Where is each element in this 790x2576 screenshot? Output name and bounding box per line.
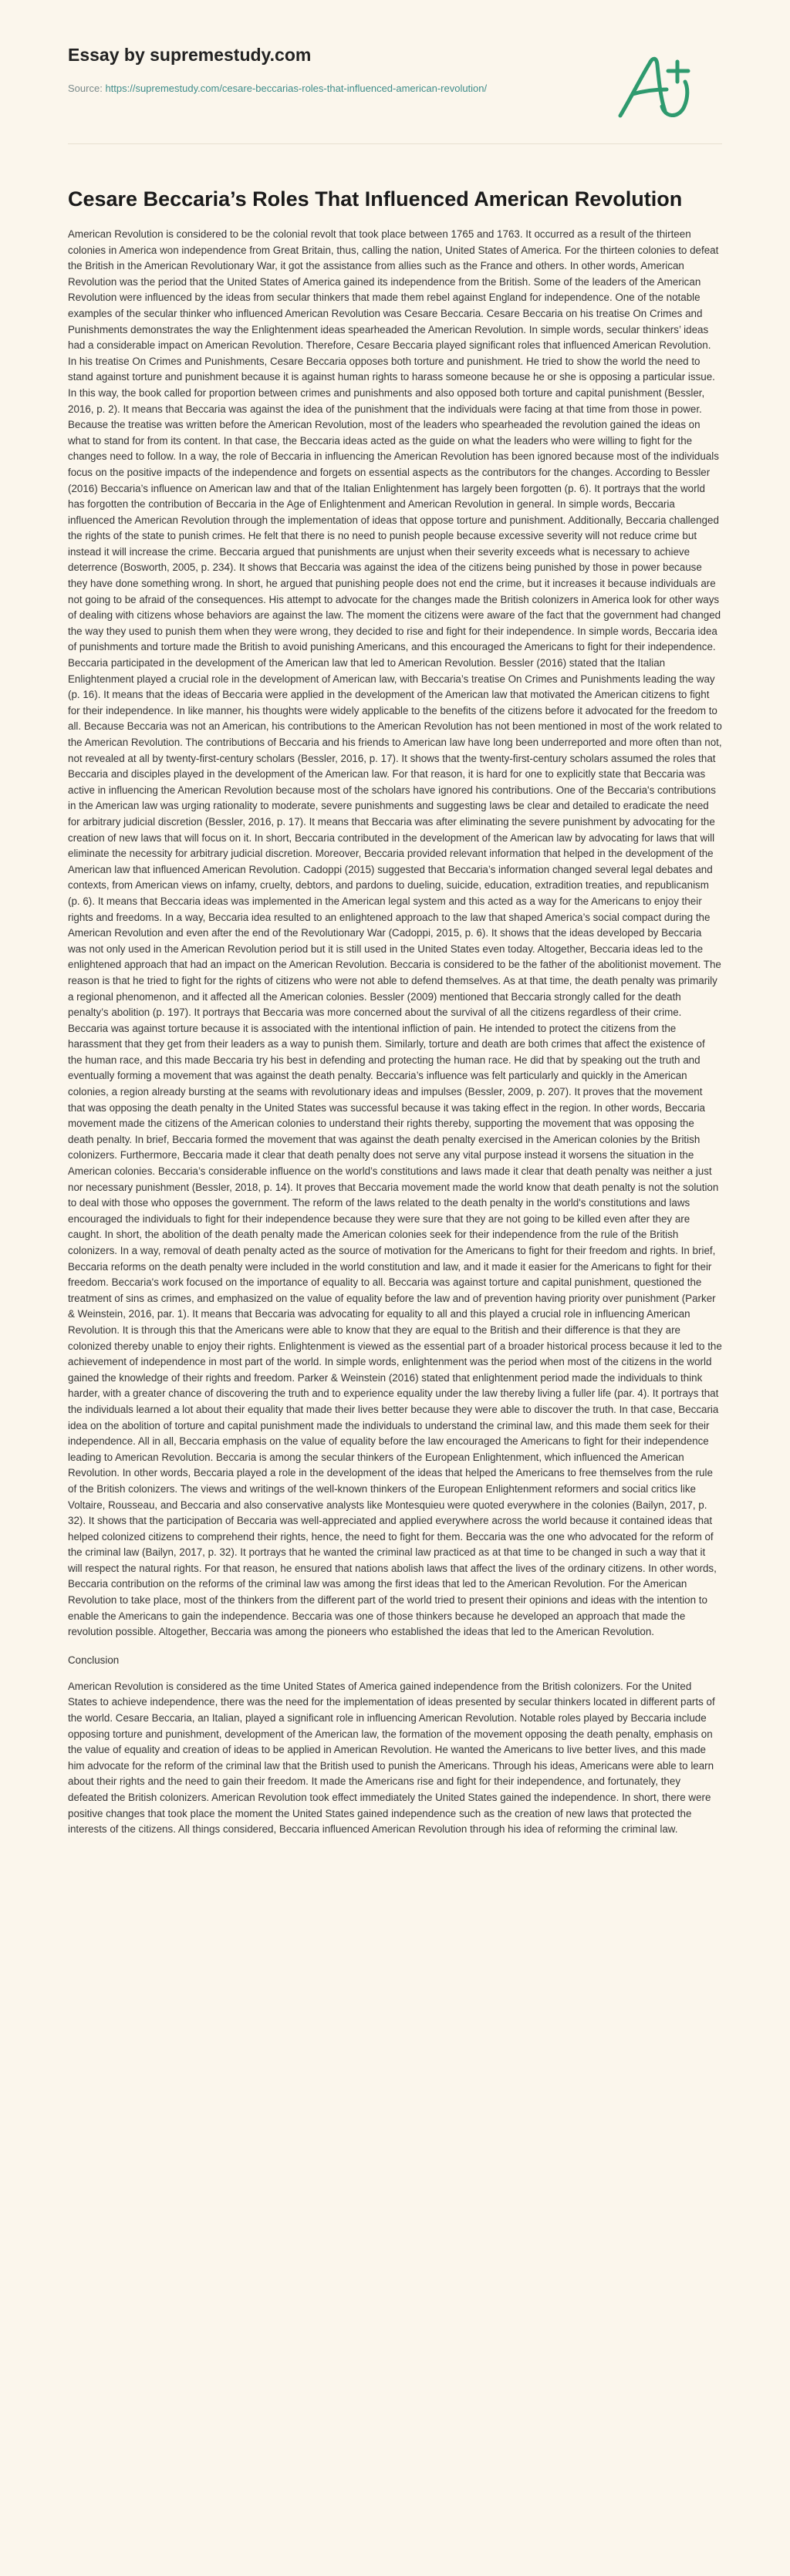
header [0,0,790,162]
source-label: Source: [68,83,103,94]
header-divider [68,143,722,144]
essay-body: American Revolution is considered to be the colonial revolt that took place between 1765 and 1763. It occurred as a result of the thirteen colonies in America won independence from Great Britain, thus, calling the nation, United States of America. For the thirteen colonies to defeat the British in the American Revolutionary War, it got the assistance from allies such as the France and others. In other words, American Revolution was the period that the United States of America gained its independence from the British. Some of the leaders of the American Revolution were influenced by the ideas from secular thinkers that made them rebel against England for independence. One of the notable examples of the secular thinker who influenced American Revolution was Cesare Beccaria. Cesare Beccaria on his treatise On Crimes and Punishments demonstrates the way the Enlightenment ideas spearheaded the American Revolution. In simple words, secular thinkers’ ideas had a considerable impact on American Revolution. Therefore, Cesare Beccaria played significant roles that influenced American Revolution. In his treatise On Crimes and Punishments, Cesare Beccaria opposes both torture and punishment. He tried to show the world the need to stand against torture and punishment because it is against human rights to harass someone because he or she is opposing a particular issue. In this way, the book called for proportion between crimes and punishments and also opposed both torture and capital punishment (Bessler, 2016, p. 2). It means that Beccaria was against the idea of the punishment that the individuals were facing at that time from those in power. Because the treatise was written before the American Revolution, most of the leaders who spearheaded the revolution gained the ideas on what to stand for from its content. In that case, the Beccaria ideas acted as the guide on what the leaders who were willing to fight for the changes need to follow. In a way, the role of Beccaria in influencing the American Revolution has been ignored because most of the individuals focus on the positive impacts of the independence and forgets on essential aspects as the contributors for the changes. According to Bessler (2016) Beccaria’s influence on American law and that of the Italian Enlightenment has largely been forgotten (p. 6). It portrays that the world has forgotten the contribution of Beccaria in the Age of Enlightenment and American Revolution in general. In simple words, Beccaria influenced the American Revolution through the implementation of ideas that oppose torture and punishment. Additionally, Beccaria challenged the rights of the state to punish crimes. He felt that there is no need to punish people because excessive severity will not reduce crime but instead it will increase the crime. Beccaria argued that punishments are unjust when their severity exceeds what is necessary to achieve deterrence (Bosworth, 2005, p. 234). It shows that Beccaria was against the idea of the citizens being punished by those in power because they have done something wrong. In short, he argued that punishing people does not end the crime, but it increases it because individuals are not going to be afraid of the consequences. His attempt to advocate for the changes made the British colonizers in America look for other ways of dealing with citizens whose behaviors are against the law. The moment the citizens were aware of the fact that the government had changed the way they used to punish them when they were wrong, they decided to rise and fight for their independence. In simple words, Beccaria idea of punishments and torture made the British to avoid punishing Americans, and this encouraged the Americans to fight for their independence. Beccaria participated in the development of the American law that led to American Revolution. Bessler (2016) stated that the Italian Enlightenment played a crucial role in the development of American law, with Beccaria’s treatise On Crimes and Punishments leading the way (p. 16). It means that the ideas of Beccaria were applied in the development of the American law that motivated the American citizens to fight for their independence. In like manner, his thoughts were widely applicable to the benefits of the citizens before it advocated for the freedom to all. Because Beccaria was not an American, his contributions to the American Revolution has not been mentioned in most of the work related to the American Revolution. The contributions of Beccaria and his friends to American law have long been underreported and more often than not, not revealed at all by twenty-first-century scholars (Bessler, 2016, p. 17). It shows that the twenty-first-century scholars assumed the roles that Beccaria and disciples played in the development of the American law. For that reason, it is hard for one to explicitly state that Beccaria was active in influencing the American Revolution because most of the scholars have ignored his contributions. One of the Beccaria's contributions in the American law was urging rationality to moderate, severe punishments and suggesting laws be clear and detailed to eradicate the need for arbitrary judicial discretion (Bessler, 2016, p. 17). It means that Beccaria was after eliminating the severe punishment by advocating for the creation of new laws that will focus on it. In short, Beccaria contributed in the development of the American law by advocating for laws that will eliminate the necessity for arbitrary judicial discretion. Moreover, Beccaria provided relevant information that helped in the development of the American law that influenced American Revolution. Cadoppi (2015) suggested that Beccaria’s information changed several legal debates and contexts, from American views on infamy, cruelty, debtors, and pardons to dueling, suicide, education, extradition treaties, and republicanism (p. 6). It means that Beccaria ideas was implemented in the American legal system and this acted as a way for the Americans to enjoy their rights and freedoms. In a way, Beccaria idea resulted to an enlightened approach to the law that shaped America’s social compact during the American Revolution and even after the end of the Revolutionary War (Cadoppi, 2015, p. 6). It shows that the ideas developed by Beccaria was not only used in the American Revolution period but it is still used in the United States even today. Altogether, Beccaria ideas led to the enlightened approach that had an impact on the American Revolution. Beccaria is considered to be the father of the abolitionist movement. The reason is that he tried to fight for the rights of citizens who were not able to defend themselves. As at that time, the death penalty was primarily a regional phenomenon, and it affected all the American colonies. Bessler (2009) mentioned that Beccaria strongly called for the death penalty’s abolition (p. 197). It portrays that Beccaria was more concerned about the survival of all the citizens regardless of their crime. Beccaria was against torture because it is associated with the intentional infliction of pain. He intended to protect the citizens from the harassment that they get from their leaders as a way to punish them. Similarly, torture and death are both crimes that affect the existence of the human race, and this made Beccaria try his best in defending and protecting the human race. He did that by speaking out the truth and eventually forming a movement that was against the death penalty. Beccaria’s influence was felt particularly and quickly in the American colonies, a region already bursting at the seams with revolutionary ideas and impulses (Bessler, 2009, p. 207). It proves that the movement that was opposing the death penalty in the United States was successful because it was taking effect in the region. In other words, Beccaria movement made the citizens of the American colonies to understand their rights thereby, supporting the movement that was opposing the death penalty. In brief, Beccaria formed the movement that was against the death penalty exercised in the American colonies by the British colonizers. Furthermore, Beccaria made it clear that death penalty does not serve any vital purpose instead it worsens the situation in the American colonies. Beccaria’s considerable influence on the world’s constitutions and laws made it clear that death penalty was neither a just nor necessary punishment (Bessler, 2018, p. 14). It proves that Beccaria movement made the world know that death penalty is not the solution to deal with those who opposes the government. The reform of the laws related to the death penalty in the world's constitutions and laws encouraged the individuals to fight for their independence because they were sure that they are not going to be killed even after they are caught. In short, the abolition of the death penalty made the American colonies seek for their independence from the rule of the British colonizers. In a way, removal of death penalty acted as the source of motivation for the Americans to fight for their freedom and rights. In brief, Beccaria reforms on the death penalty were included in the world constitution and law, and it made it easier for the Americans to fight for their freedom. Beccaria's work focused on the importance of equality to all. Beccaria was against torture and capital punishment, questioned the treatment of sins as crimes, and emphasized on the value of equality before the law and of prevention having priority over punishment (Parker & Weinstein, 2016, par. 1). It means that Beccaria was advocating for equality to all and this played a crucial role in influencing American Revolution. It is through this that the Americans were able to know that they are equal to the British and their difference is that they are colonized thereby unable to enjoy their rights. Enlightenment is viewed as the essential part of a broader historical process because it led to the achievement of independence in most part of the world. In simple words, enlightenment was the period when most of the citizens in the world gained the knowledge of their rights and freedom. Parker & Weinstein (2016) stated that enlightenment period made the individuals to think harder, with a greater chance of discovering the truth and to experience equality under the law thereby living a fuller life (par. 4). It portrays that the individuals learned a lot about their equality that made their lives better because they were able to discover the truth. In that case, Beccaria idea on the abolition of torture and capital punishment made the individuals to understand the criminal law, and this made them seek for their independence. All in all, Beccaria emphasis on the value of equality before the law encouraged the Americans to fight for their independence leading to American Revolution. Beccaria is among the secular thinkers of the European Enlightenment, which influenced the American Revolution. In other words, Beccaria played a role in the development of the ideas that helped the Americans to free themselves from the rule of the British colonizers. The views and writings of the well-known thinkers of the European Enlightenment reformers and social critics like Voltaire, Rousseau, and Beccaria and also conservative analysts like Montesquieu were quoted everywhere in the colonies (Bailyn, 2017, p. 32). It shows that the participation of Beccaria was well-appreciated and applied everywhere across the world because it contained ideas that helped colonized citizens to comprehend their rights, hence, the need to fight for them. Beccaria was the one who advocated for the reform of the criminal law (Bailyn, 2017, p. 32). It portrays that he wanted the criminal law practiced as at that time to be changed in such a way that it will respect the natural rights. For that reason, he ensured that nations abolish laws that affect the lives of the ordinary citizens. In other words, Beccaria contribution on the reforms of the criminal law was among the first ideas that led to the American Revolution. For the American Revolution to take place, most of the thinkers from the different part of the world tried to present their opinions and ideas with the intention to enable the Americans to gain the independence. Beccaria was one of those thinkers because he developed an approach that made the revolution possible. Altogether, Beccaria was among the pioneers who established the ideas that led to the American Revolution. [68,228,722,1638]
a-plus-logo-icon [614,46,699,123]
essay-content [68,185,722,1838]
source-line [68,82,562,96]
source-link[interactable]: https://supremestudy.com/cesare-beccarias-roles-that-influenced-american-revolution/ [105,83,488,94]
site-title: Essay by supremestudy.com [68,45,312,65]
conclusion-text: American Revolution is considered as the time United States of America gained independence from the British colonizers. For the United States to achieve independence, there was the need for the implementation of ideas presented by secular thinkers located in different parts of the world. Cesare Beccaria, an Italian, played a significant role in influencing American Revolution. Notable roles played by Beccaria include opposing torture and punishment, development of the American law, the formation of the movement opposing the death penalty, emphasis on the value of equality and creation of ideas to be applied in American Revolution. He wanted the Americans to live better lives, and this made him advocate for the reform of the criminal law that the British used to punish the Americans. Through his ideas, Americans were able to learn about their rights and the need to gain their freedom. It made the Americans rise and fight for their independence, and fortunately, they defeated the British colonizers. American Revolution took effect immediately the United States gained the independence. In short, there were positive changes that took place the moment the United States gained independence such as the creation of new laws that protected the interests of the citizens. All things considered, Beccaria influenced American Revolution through his idea of reforming the criminal law. [68,1680,715,1836]
essay-title: Cesare Beccaria’s Roles That Influenced American Revolution [68,187,683,211]
conclusion-heading: Conclusion [68,1654,120,1666]
